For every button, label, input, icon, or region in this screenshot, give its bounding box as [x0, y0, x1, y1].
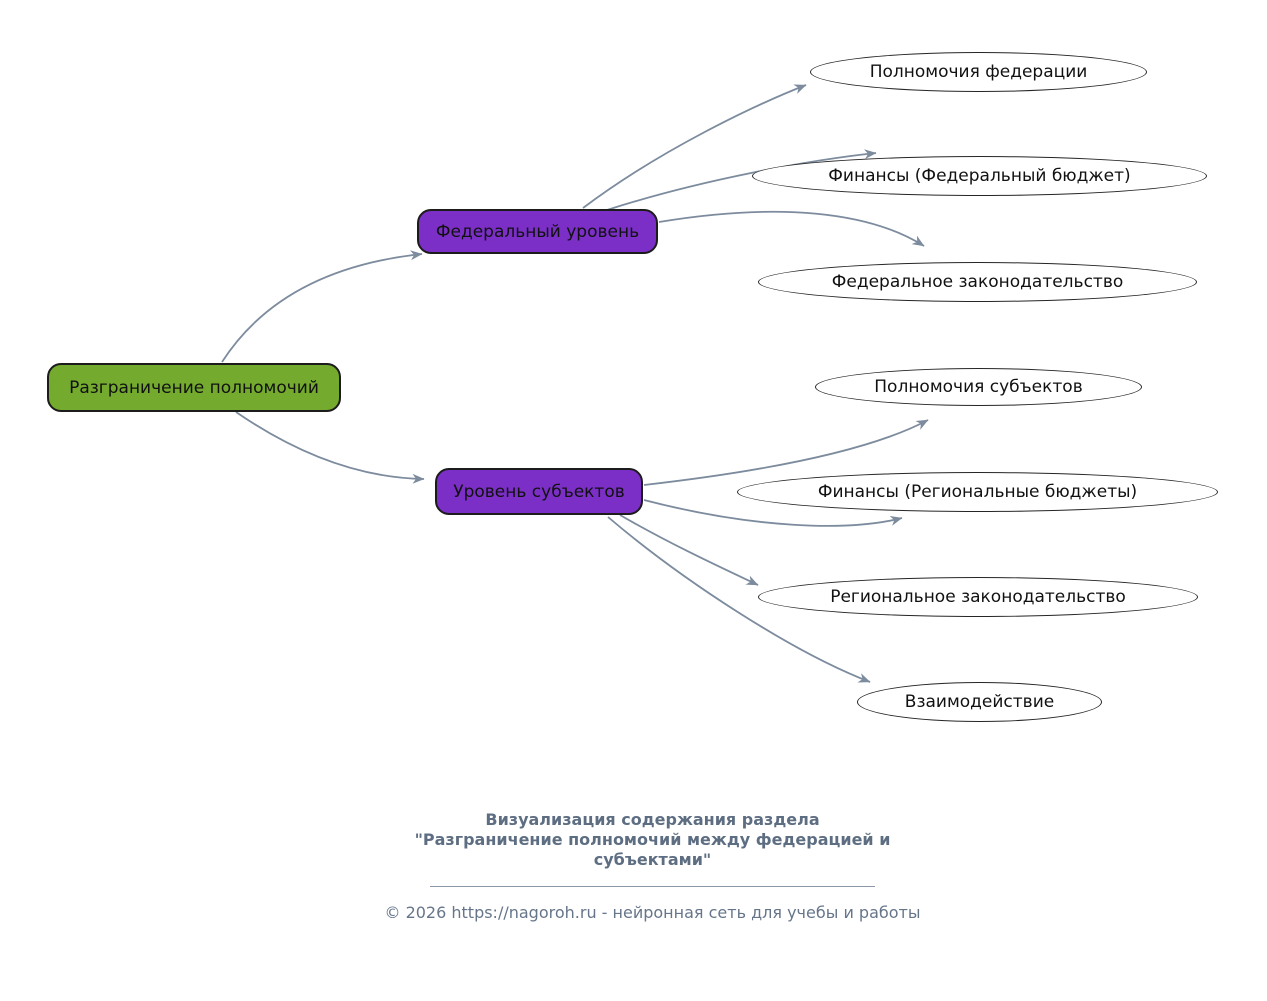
- footer-title-line2: "Разграничение полномочий между федерацией и субъектами": [414, 830, 891, 869]
- footer-title: [363, 810, 943, 870]
- branch-subject-level-node: [435, 468, 643, 515]
- edge-root-to-federal: [222, 254, 422, 362]
- leaf-subject-powers-label: Полномочия субъектов: [874, 377, 1083, 397]
- branch-subject-level-label: Уровень субъектов: [453, 481, 625, 502]
- branch-federal-level-node: [417, 209, 658, 254]
- leaf-regional-legislation-label: Региональное законодательство: [830, 587, 1126, 607]
- leaf-interaction-label: Взаимодействие: [904, 692, 1055, 712]
- footer-copyright: © 2026 https://nagoroh.ru - нейронная сеть для учебы и работы: [384, 903, 921, 922]
- leaf-federal-finance-label: Финансы (Федеральный бюджет): [828, 166, 1131, 186]
- edge-root-to-subjects: [236, 412, 424, 479]
- footer: [300, 810, 1005, 922]
- leaf-subject-powers-node: [815, 368, 1142, 406]
- leaf-federal-legislation-node: [758, 262, 1197, 302]
- footer-title-line1: Визуализация содержания раздела: [485, 810, 820, 829]
- edge-federal-to-powers: [583, 85, 806, 208]
- leaf-subject-finance-node: [737, 472, 1218, 512]
- leaf-federal-finance-node: [752, 156, 1207, 196]
- edge-subjects-to-legislation: [620, 515, 758, 585]
- root-node-label: Разграничение полномочий: [69, 377, 319, 398]
- leaf-subject-finance-label: Финансы (Региональные бюджеты): [817, 482, 1138, 502]
- leaf-interaction-node: [857, 682, 1102, 722]
- branch-federal-level-label: Федеральный уровень: [435, 221, 640, 242]
- root-node: [47, 363, 341, 412]
- leaf-federal-powers-label: Полномочия федерации: [869, 62, 1088, 82]
- leaf-federal-legislation-label: Федеральное законодательство: [831, 272, 1124, 292]
- leaf-federal-powers-node: [810, 52, 1147, 92]
- leaf-regional-legislation-node: [758, 577, 1198, 617]
- footer-separator: [430, 886, 875, 887]
- edge-federal-to-legislation: [659, 212, 924, 246]
